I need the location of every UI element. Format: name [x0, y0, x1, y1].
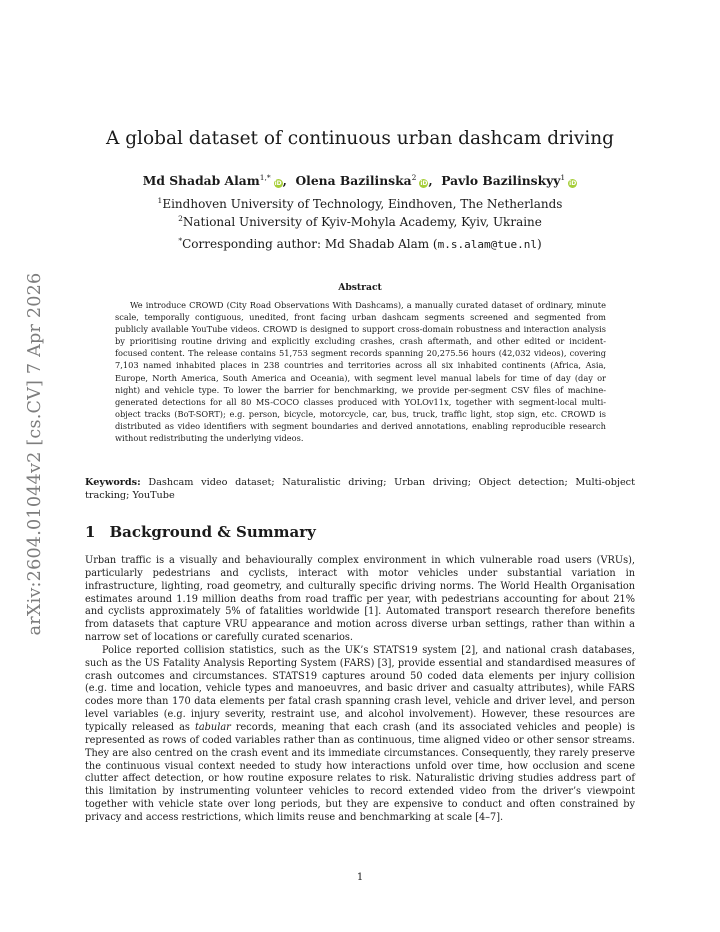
keywords-label: Keywords: [85, 477, 141, 488]
paragraph: Police reported collision statistics, such as the UK’s STATS19 system [2], and national crash databases, such as the US Fatality Analysis Reporting System (FARS) [3], provide essential and standardised measures of crash outcomes and circumstances. STATS19 captures around 50 coded data elements per injury collision (e.g. time and location, vehicle types and manoeuvres, and basic driver and casualty attributes), while FARS codes more than 170 data elements per fatal crash spanning crash level, vehicle and driver level, and person level variables (e.g. injury severity, restraint use, and alcohol involvement). However, these resources are typically released as tabular records, meaning that each crash (and its associated vehicles and people) is represented as rows of coded variables rather than as continuous, time aligned video or other sensor streams. They are also centred on the crash event and its immediate circumstances. Consequently, they rarely preserve the continuous visual context needed to study how interactions unfold over time, how occlusion and scene clutter affect detection, or how routine exposure relates to risk. Naturalistic driving studies address part of this limitation by instrumenting volunteer vehicles to record extended video from the driver’s viewpoint together with vehicle state over long periods, but they are expensive to conduct and often constrained by privacy and access restrictions, which limits reuse and benchmarking at scale [4–7]. [85, 644, 635, 823]
section-title: Background & Summary [109, 523, 316, 541]
orcid-icon[interactable]: iD [274, 180, 282, 188]
page-number: 1 [356, 872, 364, 883]
orcid-icon[interactable]: iD [569, 180, 577, 188]
section-number: 1 [85, 523, 96, 541]
abstract-heading: Abstract [338, 282, 382, 293]
emphasis: tabular [194, 721, 231, 733]
author-superscript: 2 [411, 173, 417, 182]
email-link[interactable]: m.s.alam@tue.nl [437, 238, 537, 251]
corresponding-author: *Corresponding author: Md Shadab Alam (m.s.alam@tue.nl) [178, 236, 542, 251]
author-superscript: 1,* [259, 173, 271, 182]
abstract-text: We introduce CROWD (City Road Observations With Dashcams), a manually curated dataset of ordinary, minute scale, temporally contiguous, unedited, front facing urban dashcam segments screened and segmented from publicly available YouTube videos. CROWD is designed to support cross-domain robustness and interaction analysis by prioritising routine driving and explicitly excluding crashes, crash aftermath, and other edited or incident-focused content. The release contains 51,753 segment records spanning 20,275.56 hours (42,032 videos), covering 7,103 named inhabited places in 238 countries and territories across all six inhabited continents (Africa, Asia, Europe, North America, South America and Oceania), with segment level manual labels for time of day (day or night) and vehicle type. To lower the barrier for benchmarking, we provide per-segment CSV files of machine-generated detections for all 80 MS-COCO classes produced with YOLOv11x, together with segment-local multi-object tracks (BoT-SORT); e.g. person, bicycle, motorcycle, car, bus, truck, traffic light, stop sign, etc. CROWD is distributed as video identifiers with segment boundaries and derived annotations, enabling reproducible research without redistributing the underlying videos. [115, 300, 606, 444]
author-name: Olena Bazilinska [295, 173, 412, 189]
author-superscript: 1 [560, 173, 566, 182]
arxiv-identifier: arXiv:2604.01044v2 [cs.CV] 7 Apr 2026 [25, 272, 45, 636]
section-heading [85, 523, 316, 541]
orcid-icon[interactable]: iD [420, 180, 428, 188]
arxiv-sidebar [20, 264, 50, 644]
author-list: Md Shadab Alam$^{1,*}$iD, Olena Bazilinska$^2$iD, Pavlo Bazilinskyy$^1$iD [142, 173, 577, 189]
body-text [85, 555, 635, 825]
affiliation: $^1$Eindhoven University of Technology, Eindhoven, The Netherlands [157, 196, 563, 211]
author-name: Md Shadab Alam [142, 173, 260, 189]
keywords-text: Dashcam video dataset; Naturalistic driving; Urban driving; Object detection; Multi-object tracking; YouTube [85, 477, 635, 502]
paragraph: Urban traffic is a visually and behaviourally complex environment in which vulnerable road users (VRUs), particularly pedestrians and cyclists, interact with motor vehicles under substantial variation in infrastructure, lighting, road geometry, and culturally specific driving norms. The World Health Organisation estimates around 1.19 million deaths from road traffic per year, with pedestrians accounting for about 21% and cyclists approximately 5% of fatalities worldwide [1]. Automated transport research therefore benefits from datasets that capture VRU appearance and motion across diverse urban settings, rather than within a narrow set of locations or carefully curated scenarios. [85, 555, 635, 644]
affiliation: $^2$National University of Kyiv-Mohyla Academy, Kyiv, Ukraine [178, 214, 542, 229]
paper-title: A global dataset of continuous urban dashcam driving [105, 128, 615, 149]
keywords [85, 476, 635, 503]
author-name: Pavlo Bazilinskyy [441, 173, 561, 189]
